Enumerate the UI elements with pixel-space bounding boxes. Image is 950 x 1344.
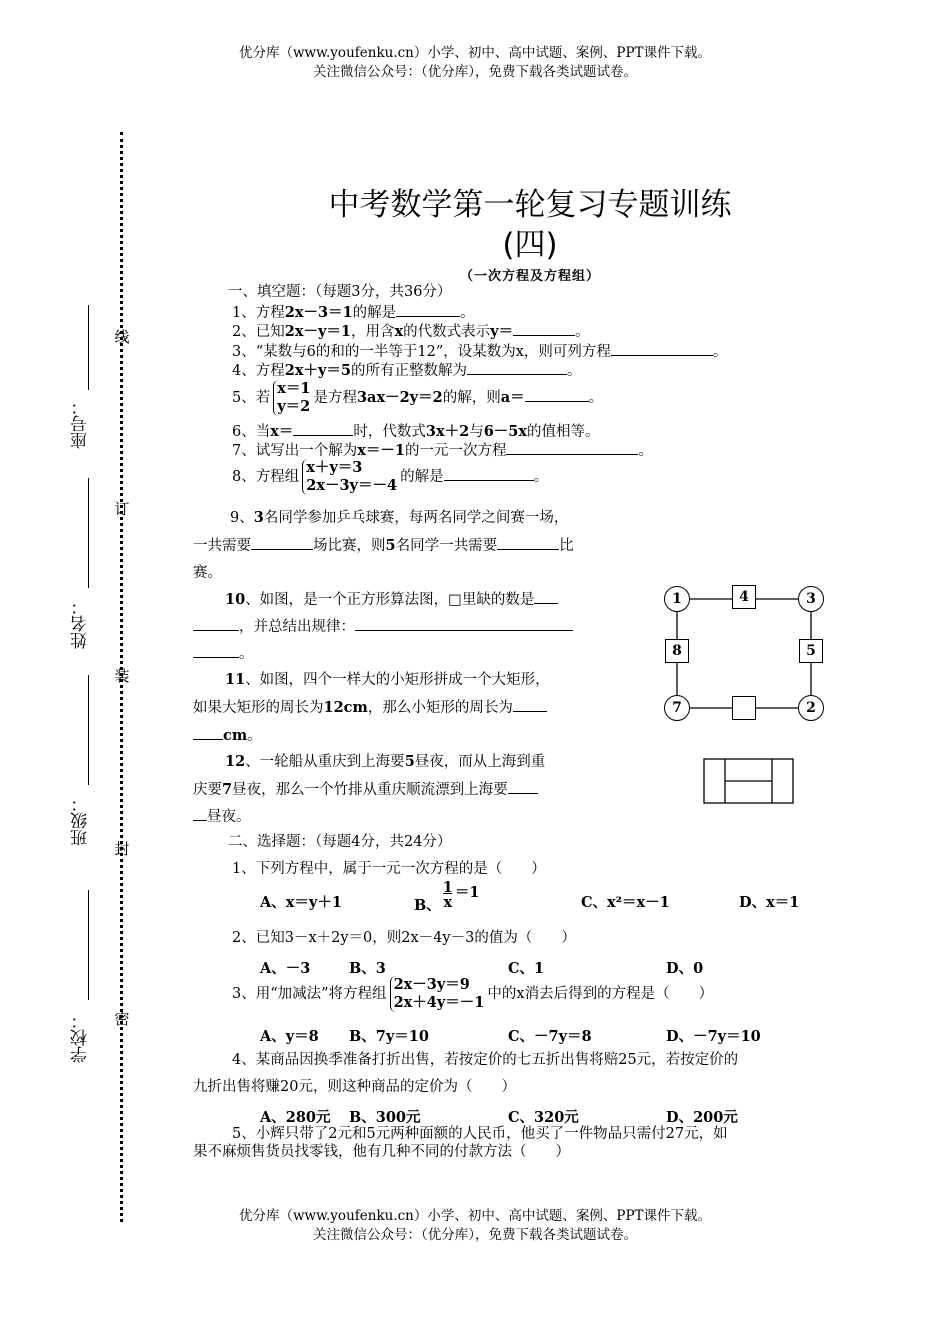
q2-4-option-a: A、280元 [260, 1109, 331, 1126]
footer-line-1: 优分库（www.youfenku.cn）小学、初中、高中试题、案例、PPT课件下载。 [238, 1208, 712, 1224]
rectangles-diagram [703, 758, 795, 805]
header-line-1: 优分库（www.youfenku.cn）小学、初中、高中试题、案例、PPT课件下载。 [238, 45, 712, 61]
seal-char-ding: 订 [114, 500, 130, 518]
square-algorithm-diagram [663, 585, 828, 725]
q1-4: 4、方程2x＋y＝5的所有正整数解为 。 [232, 362, 582, 379]
seal-char-zhuang: 装 [114, 667, 130, 685]
q1-1: 1、方程2x－3＝1的解是 。 [232, 304, 475, 321]
q2-4-options [0, 1106, 950, 1126]
q2-1-options [0, 880, 950, 920]
q2-2-option-b: B、3 [349, 960, 386, 977]
header-line-2: 关注微信公众号：（优分库），免费下载各类试题试卷。 [313, 64, 637, 80]
q2-4-line2: 九折出售将赚20元，则这种商品的定价为（ ） [193, 1079, 516, 1095]
q1-11: 11、如图，四个一样大的小矩形拼成一个大矩形， 如果大矩形的周长为12cm，那么小矩形的周长为 cm。 [193, 671, 550, 744]
q2-5-line1: 5、小辉只带了2元和5元两种面额的人民币，他买了一件物品只需付27元，如 [232, 1126, 728, 1142]
section1-heading: 一、填空题：（每题3分，共36分） [228, 284, 452, 300]
section2-heading: 二、选择题：（每题4分，共24分） [228, 834, 452, 850]
q1-9: 9、3名同学参加乒乓球赛，每两名同学之间赛一场， 一共需要 场比赛，则5名同学一共需要 比 赛。 [193, 509, 574, 581]
box-left: 8 [665, 639, 689, 663]
q2-4-option-c: C、320元 [508, 1109, 579, 1126]
q2-1-option-c: C、x²＝x－1 [581, 894, 670, 911]
box-top: 4 [732, 585, 756, 609]
page-title: 中考数学第一轮复习专题训练 [328, 187, 732, 223]
q2-5-line2: 果不麻烦售货员找零钱，他有几种不同的付款方法（ ） [193, 1144, 570, 1160]
corner-top-left: 1 [664, 586, 690, 612]
q2-2-option-d: D、0 [666, 960, 704, 977]
q2-2-stem: 2、已知3－x＋2y＝0，则2x－4y－3的值为（ ） [232, 930, 576, 946]
q1-10: 10、如图，是一个正方形算法图，□里缺的数是 ，并总结出规律： 。 [193, 586, 603, 668]
corner-top-right: 3 [798, 586, 824, 612]
q2-1-option-b: B、 $\frac{1}{x} =1$ [414, 879, 480, 914]
q2-4-option-b: B、300元 [349, 1109, 421, 1126]
corner-bottom-left: 7 [664, 695, 690, 721]
q2-3-option-b: B、7y＝10 [349, 1028, 429, 1045]
seat-fill-line [88, 305, 89, 390]
q2-1-option-d: D、x＝1 [739, 894, 800, 911]
label-class: 班级： [71, 795, 91, 846]
q2-2-option-c: C、1 [508, 960, 545, 977]
page-title-number: (四) [502, 227, 558, 263]
q1-7: 7、试写出一个解为x＝－1的一元一次方程 。 [232, 442, 653, 459]
q2-1-stem: 1、下列方程中，属于一元一次方程的是（ ） [232, 861, 546, 877]
q2-1-option-a: A、x＝y＋1 [260, 894, 342, 911]
q2-3-option-c: C、－7y＝8 [508, 1028, 592, 1045]
q1-5: 5、若x＝1 y＝2 是方程3ax－2y＝2的解，则a＝ 。 [232, 380, 604, 415]
class-fill-line [88, 675, 89, 785]
box-right: 5 [799, 639, 823, 663]
footer-line-2: 关注微信公众号：（优分库），免费下载各类试题试卷。 [313, 1227, 637, 1243]
q1-12: 12、一轮船从重庆到上海要5昼夜，而从上海到重 庆要7昼夜，那么一个竹排从重庆顺流漂到上海要 昼夜。 [193, 753, 546, 825]
name-fill-line [88, 478, 89, 588]
q2-4-line1: 4、某商品因换季准备打折出售，若按定价的七五折出售将赔25元，若按定价的 [232, 1052, 739, 1068]
label-name: 姓名： [71, 598, 91, 649]
q2-2-options [0, 957, 950, 977]
q1-8: 8、方程组x＋y＝3 2x－3y＝－4 的解是 。 [232, 459, 549, 494]
q1-2: 2、已知2x－y＝1，用含x的代数式表示y＝ 。 [232, 323, 590, 340]
corner-bottom-right: 2 [798, 695, 824, 721]
q2-3-option-a: A、y＝8 [260, 1028, 319, 1045]
seal-char-xian: 线 [114, 328, 130, 346]
q2-2-option-a: A、－3 [260, 960, 311, 977]
q2-3-stem: 3、用“加减法”将方程组2x－3y＝9 2x＋4y＝－1 中的x消去后得到的方程是（ ） [232, 976, 714, 1011]
label-seat: 座号： [71, 398, 91, 449]
label-school: 学校： [71, 1012, 91, 1063]
q1-3: 3、“某数与6的和的一半等于12”，设某数为x，则可列方程 。 [232, 341, 727, 362]
q2-3-options [0, 1025, 950, 1045]
box-bottom-missing [732, 696, 756, 720]
seal-char-feng: 封 [114, 840, 130, 858]
page-subtitle: （一次方程及方程组） [459, 269, 600, 284]
q2-4-option-d: D、200元 [666, 1109, 738, 1126]
q1-6: 6、当x＝ 时，代数式3x＋2与6－5x的值相等。 [232, 423, 600, 440]
seal-char-mi: 密 [114, 1010, 130, 1028]
q2-3-option-d: D、－7y＝10 [666, 1028, 761, 1045]
